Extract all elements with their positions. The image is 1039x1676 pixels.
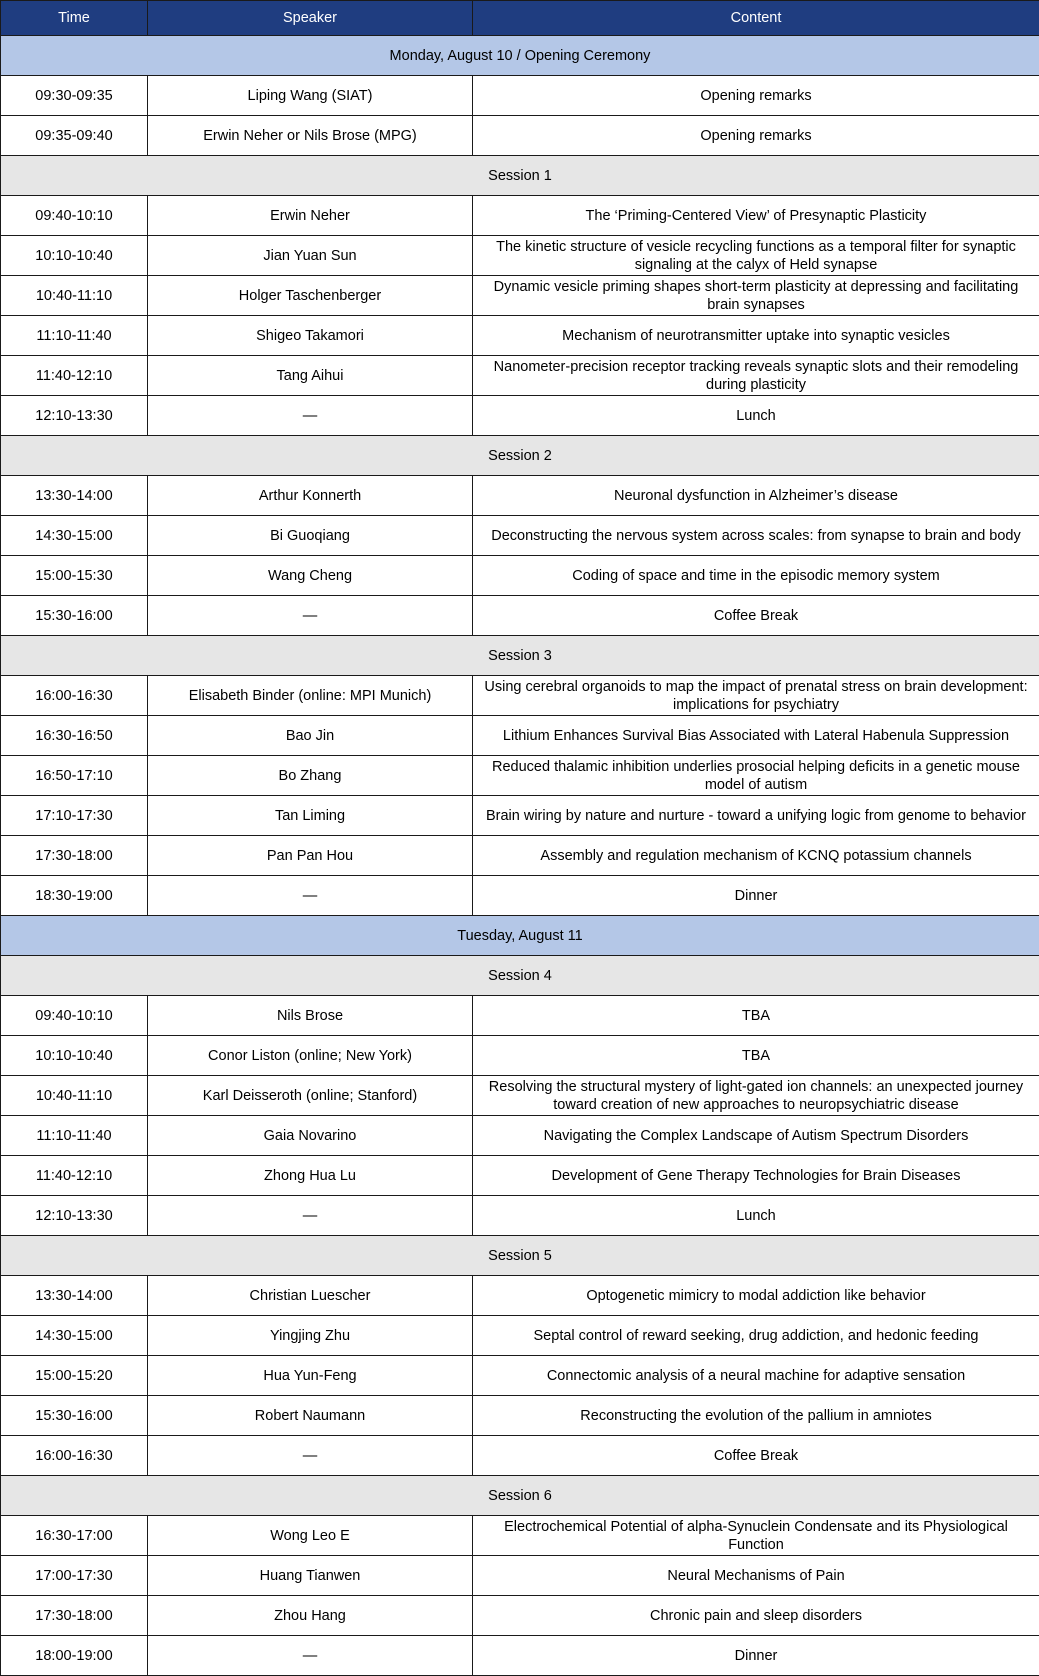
speaker-cell: Yingjing Zhu bbox=[148, 1316, 473, 1356]
content-cell: Using cerebral organoids to map the impact of prenatal stress on brain development: implications for psychiatry bbox=[473, 676, 1039, 716]
speaker-cell: — bbox=[148, 876, 473, 916]
table-row bbox=[1, 1396, 1039, 1436]
time-cell: 14:30-15:00 bbox=[1, 516, 148, 556]
content-cell: Navigating the Complex Landscape of Autism Spectrum Disorders bbox=[473, 1116, 1039, 1156]
time-cell: 11:10-11:40 bbox=[1, 316, 148, 356]
speaker-cell: Tang Aihui bbox=[148, 356, 473, 396]
content-cell: Nanometer-precision receptor tracking reveals synaptic slots and their remodeling during plasticity bbox=[473, 356, 1039, 396]
speaker-cell: Erwin Neher or Nils Brose (MPG) bbox=[148, 116, 473, 156]
table-row bbox=[1, 1276, 1039, 1316]
content-cell: Reduced thalamic inhibition underlies prosocial helping deficits in a genetic mouse model of autism bbox=[473, 756, 1039, 796]
speaker-cell: Jian Yuan Sun bbox=[148, 236, 473, 276]
header-time: Time bbox=[1, 1, 148, 36]
content-cell: Dinner bbox=[473, 1636, 1039, 1676]
time-cell: 15:00-15:20 bbox=[1, 1356, 148, 1396]
table-row bbox=[1, 836, 1039, 876]
content-cell: Coffee Break bbox=[473, 1436, 1039, 1476]
time-cell: 10:40-11:10 bbox=[1, 1076, 148, 1116]
table-row bbox=[1, 196, 1039, 236]
content-cell: Lunch bbox=[473, 396, 1039, 436]
time-cell: 15:30-16:00 bbox=[1, 596, 148, 636]
speaker-cell: — bbox=[148, 1436, 473, 1476]
header-content: Content bbox=[473, 1, 1039, 36]
day-label: Tuesday, August 11 bbox=[1, 916, 1039, 956]
time-cell: 11:10-11:40 bbox=[1, 1116, 148, 1156]
speaker-cell: Gaia Novarino bbox=[148, 1116, 473, 1156]
table-row bbox=[1, 276, 1039, 316]
speaker-cell: Conor Liston (online; New York) bbox=[148, 1036, 473, 1076]
time-cell: 15:00-15:30 bbox=[1, 556, 148, 596]
table-row bbox=[1, 1076, 1039, 1116]
time-cell: 12:10-13:30 bbox=[1, 396, 148, 436]
time-cell: 17:30-18:00 bbox=[1, 836, 148, 876]
content-cell: Assembly and regulation mechanism of KCNQ potassium channels bbox=[473, 836, 1039, 876]
session-label: Session 6 bbox=[1, 1476, 1039, 1516]
session-label: Session 3 bbox=[1, 636, 1039, 676]
speaker-cell: Robert Naumann bbox=[148, 1396, 473, 1436]
table-row bbox=[1, 996, 1039, 1036]
day-header-row bbox=[1, 916, 1039, 956]
time-cell: 15:30-16:00 bbox=[1, 1396, 148, 1436]
content-cell: TBA bbox=[473, 996, 1039, 1036]
speaker-cell: — bbox=[148, 1636, 473, 1676]
content-cell: Lunch bbox=[473, 1196, 1039, 1236]
content-cell: Dinner bbox=[473, 876, 1039, 916]
table-row bbox=[1, 76, 1039, 116]
content-cell: The ‘Priming-Centered View’ of Presynaptic Plasticity bbox=[473, 196, 1039, 236]
table-row bbox=[1, 396, 1039, 436]
speaker-cell: Elisabeth Binder (online: MPI Munich) bbox=[148, 676, 473, 716]
speaker-cell: — bbox=[148, 396, 473, 436]
content-cell: Neural Mechanisms of Pain bbox=[473, 1556, 1039, 1596]
content-cell: Coffee Break bbox=[473, 596, 1039, 636]
content-cell: TBA bbox=[473, 1036, 1039, 1076]
table-row bbox=[1, 1516, 1039, 1556]
time-cell: 18:00-19:00 bbox=[1, 1636, 148, 1676]
session-header-row bbox=[1, 1236, 1039, 1276]
time-cell: 16:00-16:30 bbox=[1, 676, 148, 716]
speaker-cell: — bbox=[148, 596, 473, 636]
session-header-row bbox=[1, 1476, 1039, 1516]
table-row bbox=[1, 116, 1039, 156]
content-cell: The kinetic structure of vesicle recycling functions as a temporal filter for synaptic signaling at the calyx of Held synapse bbox=[473, 236, 1039, 276]
speaker-cell: Erwin Neher bbox=[148, 196, 473, 236]
table-row bbox=[1, 716, 1039, 756]
time-cell: 16:30-17:00 bbox=[1, 1516, 148, 1556]
speaker-cell: Arthur Konnerth bbox=[148, 476, 473, 516]
time-cell: 18:30-19:00 bbox=[1, 876, 148, 916]
table-row bbox=[1, 356, 1039, 396]
table-row bbox=[1, 676, 1039, 716]
day-header-row bbox=[1, 36, 1039, 76]
table-row bbox=[1, 1116, 1039, 1156]
session-label: Session 5 bbox=[1, 1236, 1039, 1276]
table-row bbox=[1, 1036, 1039, 1076]
time-cell: 17:00-17:30 bbox=[1, 1556, 148, 1596]
content-cell: Mechanism of neurotransmitter uptake into synaptic vesicles bbox=[473, 316, 1039, 356]
table-row bbox=[1, 756, 1039, 796]
content-cell: Dynamic vesicle priming shapes short-term plasticity at depressing and facilitating brain synapses bbox=[473, 276, 1039, 316]
table-row bbox=[1, 876, 1039, 916]
content-cell: Optogenetic mimicry to modal addiction like behavior bbox=[473, 1276, 1039, 1316]
table-row bbox=[1, 1156, 1039, 1196]
session-header-row bbox=[1, 636, 1039, 676]
time-cell: 17:30-18:00 bbox=[1, 1596, 148, 1636]
time-cell: 09:40-10:10 bbox=[1, 996, 148, 1036]
table-row bbox=[1, 316, 1039, 356]
speaker-cell: Zhong Hua Lu bbox=[148, 1156, 473, 1196]
time-cell: 10:10-10:40 bbox=[1, 236, 148, 276]
table-row bbox=[1, 476, 1039, 516]
speaker-cell: Karl Deisseroth (online; Stanford) bbox=[148, 1076, 473, 1116]
table-row bbox=[1, 1316, 1039, 1356]
speaker-cell: Shigeo Takamori bbox=[148, 316, 473, 356]
time-cell: 11:40-12:10 bbox=[1, 356, 148, 396]
speaker-cell: Bo Zhang bbox=[148, 756, 473, 796]
content-cell: Lithium Enhances Survival Bias Associated with Lateral Habenula Suppression bbox=[473, 716, 1039, 756]
session-header-row bbox=[1, 436, 1039, 476]
speaker-cell: Wang Cheng bbox=[148, 556, 473, 596]
speaker-cell: Pan Pan Hou bbox=[148, 836, 473, 876]
speaker-cell: Christian Luescher bbox=[148, 1276, 473, 1316]
content-cell: Chronic pain and sleep disorders bbox=[473, 1596, 1039, 1636]
time-cell: 11:40-12:10 bbox=[1, 1156, 148, 1196]
session-label: Session 2 bbox=[1, 436, 1039, 476]
table-row bbox=[1, 556, 1039, 596]
content-cell: Neuronal dysfunction in Alzheimer’s disease bbox=[473, 476, 1039, 516]
speaker-cell: Bi Guoqiang bbox=[148, 516, 473, 556]
time-cell: 10:40-11:10 bbox=[1, 276, 148, 316]
speaker-cell: — bbox=[148, 1196, 473, 1236]
speaker-cell: Zhou Hang bbox=[148, 1596, 473, 1636]
table-row bbox=[1, 516, 1039, 556]
content-cell: Opening remarks bbox=[473, 76, 1039, 116]
session-header-row bbox=[1, 156, 1039, 196]
content-cell: Opening remarks bbox=[473, 116, 1039, 156]
speaker-cell: Holger Taschenberger bbox=[148, 276, 473, 316]
speaker-cell: Bao Jin bbox=[148, 716, 473, 756]
content-cell: Connectomic analysis of a neural machine for adaptive sensation bbox=[473, 1356, 1039, 1396]
table-row bbox=[1, 596, 1039, 636]
time-cell: 10:10-10:40 bbox=[1, 1036, 148, 1076]
time-cell: 09:30-09:35 bbox=[1, 76, 148, 116]
time-cell: 17:10-17:30 bbox=[1, 796, 148, 836]
content-cell: Reconstructing the evolution of the pallium in amniotes bbox=[473, 1396, 1039, 1436]
table-row bbox=[1, 1636, 1039, 1676]
time-cell: 09:35-09:40 bbox=[1, 116, 148, 156]
table-row bbox=[1, 796, 1039, 836]
time-cell: 13:30-14:00 bbox=[1, 1276, 148, 1316]
table-row bbox=[1, 1356, 1039, 1396]
session-header-row bbox=[1, 956, 1039, 996]
content-cell: Deconstructing the nervous system across scales: from synapse to brain and body bbox=[473, 516, 1039, 556]
speaker-cell: Tan Liming bbox=[148, 796, 473, 836]
session-label: Session 4 bbox=[1, 956, 1039, 996]
header-row bbox=[1, 1, 1039, 36]
content-cell: Brain wiring by nature and nurture - toward a unifying logic from genome to behavior bbox=[473, 796, 1039, 836]
session-label: Session 1 bbox=[1, 156, 1039, 196]
table-row bbox=[1, 1556, 1039, 1596]
table-row bbox=[1, 1436, 1039, 1476]
content-cell: Coding of space and time in the episodic memory system bbox=[473, 556, 1039, 596]
speaker-cell: Nils Brose bbox=[148, 996, 473, 1036]
time-cell: 16:50-17:10 bbox=[1, 756, 148, 796]
speaker-cell: Wong Leo E bbox=[148, 1516, 473, 1556]
content-cell: Resolving the structural mystery of light-gated ion channels: an unexpected journey toward creation of new approaches to neuropsychiatric disease bbox=[473, 1076, 1039, 1116]
time-cell: 12:10-13:30 bbox=[1, 1196, 148, 1236]
day-label: Monday, August 10 / Opening Ceremony bbox=[1, 36, 1039, 76]
content-cell: Septal control of reward seeking, drug addiction, and hedonic feeding bbox=[473, 1316, 1039, 1356]
header-speaker: Speaker bbox=[148, 1, 473, 36]
speaker-cell: Liping Wang (SIAT) bbox=[148, 76, 473, 116]
content-cell: Electrochemical Potential of alpha-Synuclein Condensate and its Physiological Function bbox=[473, 1516, 1039, 1556]
time-cell: 16:30-16:50 bbox=[1, 716, 148, 756]
table-row bbox=[1, 1196, 1039, 1236]
table-row bbox=[1, 236, 1039, 276]
schedule-body bbox=[1, 36, 1039, 1676]
time-cell: 16:00-16:30 bbox=[1, 1436, 148, 1476]
time-cell: 13:30-14:00 bbox=[1, 476, 148, 516]
content-cell: Development of Gene Therapy Technologies for Brain Diseases bbox=[473, 1156, 1039, 1196]
time-cell: 14:30-15:00 bbox=[1, 1316, 148, 1356]
speaker-cell: Huang Tianwen bbox=[148, 1556, 473, 1596]
table-row bbox=[1, 1596, 1039, 1636]
speaker-cell: Hua Yun-Feng bbox=[148, 1356, 473, 1396]
time-cell: 09:40-10:10 bbox=[1, 196, 148, 236]
